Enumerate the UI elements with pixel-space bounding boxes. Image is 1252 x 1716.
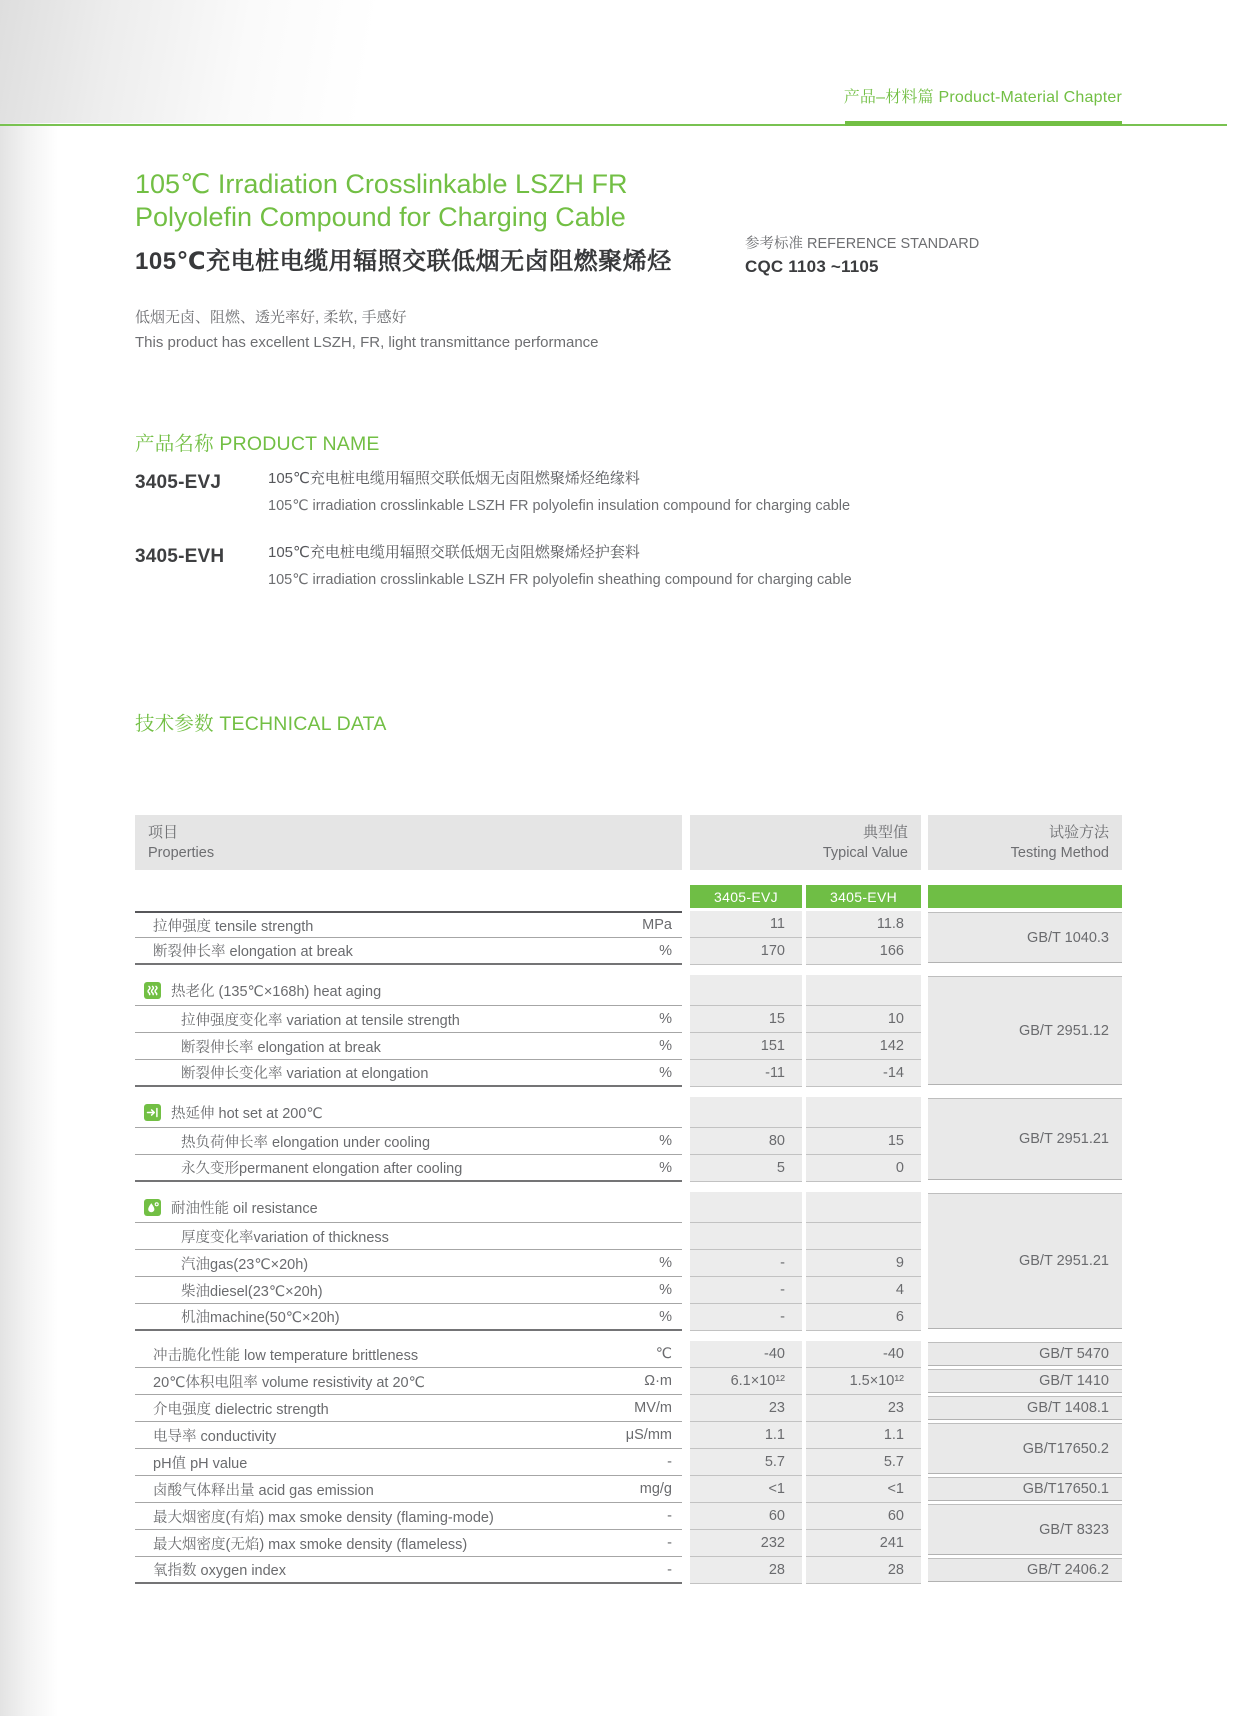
section-header-heat-aging [135,975,682,1006]
property-row-label [135,1368,682,1395]
sub-header-thickness-variation [135,1223,682,1250]
testing-method-cell: GB/T 1040.3 [928,912,1122,963]
property-unit: - [667,1454,672,1470]
value-cell-evh: 10 [806,1006,921,1033]
header-properties [135,815,682,870]
value-cell-evh [806,975,921,1006]
value-cell-evj: 170 [690,938,802,965]
product-list [135,470,1095,618]
product-title-en-line2: Polyolefin Compound for Charging Cable [135,202,626,232]
table-group-oxygen-index [135,1557,1122,1584]
property-row-label [135,1449,682,1476]
property-row-label [135,1557,682,1584]
header-typical-value-en: Typical Value [822,845,908,861]
property-row-label [135,1128,682,1155]
value-cell-evh: 241 [806,1530,921,1557]
property-unit: % [659,1133,672,1149]
property-label: 断裂伸长变化率 variation at elongation [181,1066,429,1082]
property-unit: μS/mm [625,1427,672,1443]
section-title-technical-data: 技术参数 TECHNICAL DATA [135,713,387,735]
product-code: 3405-EVH [135,546,225,567]
feature-summary-zh: 低烟无卤、阻燃、透光率好, 柔软, 手感好 [135,309,407,326]
property-label: 最大烟密度(无焰) max smoke density (flameless) [153,1536,468,1553]
value-cell-evh: -40 [806,1341,921,1368]
left-page-shading [0,123,58,1716]
property-label: 热负荷伸长率 elongation under cooling [181,1134,431,1151]
value-cell-evh: <1 [806,1476,921,1503]
property-row-label [135,1304,682,1331]
property-row-label [135,1341,682,1368]
feature-summary-en: This product has excellent LSZH, FR, light transmittance performance [135,334,599,351]
property-row-label [135,1250,682,1277]
value-cell-evh: 142 [806,1033,921,1060]
value-cell-evh: 23 [806,1395,921,1422]
value-cell-evh [806,1223,921,1250]
property-unit: % [659,1255,672,1271]
value-cell-evj: 28 [690,1557,802,1584]
property-unit: % [659,1282,672,1298]
reference-standard-value: CQC 1103 ~1105 [745,257,879,276]
property-label: pH值 pH value [153,1455,248,1472]
property-label: 20℃体积电阻率 volume resistivity at 20℃ [153,1374,425,1391]
table-group-smoke-density [135,1503,1122,1557]
property-unit: MPa [642,917,672,933]
testing-method-cell: GB/T 2951.12 [928,976,1122,1085]
property-label: 汽油gas(23℃×20h) [181,1256,309,1273]
sub-header-label: 厚度变化率variation of thickness [181,1229,389,1246]
property-row-label [135,1277,682,1304]
value-cell-evj: 151 [690,1033,802,1060]
technical-data-table [135,815,1122,1584]
testing-method-cell: GB/T 2951.21 [928,1098,1122,1180]
header-typical-value [690,815,921,870]
header-testing-method-zh: 试验方法 [1048,824,1109,841]
table-group-mechanical [135,911,1122,965]
property-unit: ℃ [655,1346,672,1362]
table-group-brittleness [135,1341,1122,1368]
testing-method-cell: GB/T17650.1 [928,1477,1122,1501]
column-header-evj: 3405-EVJ [690,885,802,908]
table-body [135,911,1122,1584]
property-label: 柴油diesel(23℃×20h) [181,1283,323,1300]
testing-method-cell: GB/T17650.2 [928,1423,1122,1474]
property-label: 断裂伸长率 elongation at break [181,1039,381,1056]
product-description-en: 105℃ irradiation crosslinkable LSZH FR polyolefin insulation compound for charging cable [268,498,851,514]
property-unit: % [659,1308,672,1325]
property-row-label [135,911,682,938]
table-group-conductivity-ph [135,1422,1122,1476]
value-cell-evj: 23 [690,1395,802,1422]
model-band [135,885,1122,908]
property-unit: MV/m [634,1400,672,1416]
header-properties-en: Properties [148,845,215,861]
value-cell-evh: 28 [806,1557,921,1584]
property-label: 介电强度 dielectric strength [153,1401,329,1418]
model-band-bar [928,885,1122,908]
testing-method-cell: GB/T 1408.1 [928,1396,1122,1420]
property-unit: % [659,942,672,959]
value-cell-evh [806,1192,921,1223]
property-unit: % [659,1038,672,1054]
value-cell-evh: 6 [806,1304,921,1331]
property-row-label [135,1033,682,1060]
value-cell-evh: 11.8 [806,911,921,938]
value-cell-evj: 11 [690,911,802,938]
feature-summary [135,305,599,355]
section-header-oil-resistance [135,1192,682,1223]
value-cell-evh: 1.5×10¹² [806,1368,921,1395]
arrow-to-bar-icon [144,1104,161,1121]
product-description-zh: 105℃充电桩电缆用辐照交联低烟无卤阻燃聚烯烃护套料 [268,544,640,561]
value-cell-evj [690,975,802,1006]
property-label: 拉伸强度变化率 variation at tensile strength [181,1012,460,1029]
header-typical-value-zh: 典型值 [862,824,908,841]
value-cell-evj: 6.1×10¹² [690,1368,802,1395]
value-cell-evh: 1.1 [806,1422,921,1449]
property-row-label [135,1503,682,1530]
property-label: 机油machine(50℃×20h) [181,1310,340,1326]
value-cell-evj: <1 [690,1476,802,1503]
value-cell-evj: - [690,1250,802,1277]
property-label: 最大烟密度(有焰) max smoke density (flaming-mode) [153,1509,494,1526]
testing-method-cell: GB/T 2406.2 [928,1558,1122,1582]
table-group-resistivity [135,1368,1122,1395]
property-row-label [135,1422,682,1449]
table-group-hot-set [135,1097,1122,1182]
reference-standard-label: 参考标准 REFERENCE STANDARD [745,236,980,252]
value-cell-evh: 9 [806,1250,921,1277]
table-group-dielectric [135,1395,1122,1422]
table-group-oil-resistance [135,1192,1122,1331]
property-label: 氧指数 oxygen index [153,1563,286,1579]
value-cell-evj: 15 [690,1006,802,1033]
value-cell-evj: 5 [690,1155,802,1182]
property-row-label [135,1395,682,1422]
value-cell-evj: - [690,1277,802,1304]
product-description [268,470,850,515]
product-description-en: 105℃ irradiation crosslinkable LSZH FR polyolefin sheathing compound for charging cable [268,572,852,588]
value-cell-evh: 166 [806,938,921,965]
oil-drop-icon [144,1199,161,1216]
value-cell-evj: 60 [690,1503,802,1530]
value-cell-evh: -14 [806,1060,921,1087]
value-cell-evh: 15 [806,1128,921,1155]
testing-method-cell: GB/T 2951.21 [928,1193,1122,1329]
property-row-label [135,1155,682,1182]
value-cell-evj: -11 [690,1060,802,1087]
product-item [135,544,1095,589]
value-cell-evh: 0 [806,1155,921,1182]
product-title-zh: 105℃充电桩电缆用辐照交联低烟无卤阻燃聚烯烃 [135,248,672,275]
value-cell-evj [690,1097,802,1128]
section-label: 热延伸 hot set at 200℃ [171,1105,323,1122]
property-row-label [135,1006,682,1033]
testing-method-cell: GB/T 5470 [928,1342,1122,1366]
value-cell-evj: 1.1 [690,1422,802,1449]
heat-waves-icon [144,982,161,999]
product-title-en-line1: 105℃ Irradiation Crosslinkable LSZH FR [135,169,628,199]
header-testing-method-en: Testing Method [1010,845,1109,861]
property-label: 断裂伸长率 elongation at break [153,944,353,960]
header-testing-method [928,815,1122,870]
column-header-evh: 3405-EVH [806,885,921,908]
value-cell-evj [690,1223,802,1250]
property-row-label [135,1476,682,1503]
value-cell-evh: 5.7 [806,1449,921,1476]
value-cell-evj: 80 [690,1128,802,1155]
value-cell-evj [690,1192,802,1223]
property-unit: mg/g [639,1481,672,1497]
property-unit: % [659,1064,672,1081]
testing-method-cell: GB/T 1410 [928,1369,1122,1393]
value-cell-evh: 60 [806,1503,921,1530]
section-label: 热老化 (135℃×168h) heat aging [171,983,382,1000]
property-row-label [135,1060,682,1087]
section-label: 耐油性能 oil resistance [171,1200,318,1217]
chapter-header: 产品–材料篇 Product-Material Chapter [843,89,1122,106]
property-unit: - [667,1535,672,1551]
value-cell-evj: - [690,1304,802,1331]
property-unit: % [659,1011,672,1027]
section-header-hot-set [135,1097,682,1128]
product-description-zh: 105℃充电桩电缆用辐照交联低烟无卤阻燃聚烯烃绝缘料 [268,470,640,487]
property-label: 冲击脆化性能 low temperature brittleness [153,1347,419,1364]
property-unit: Ω·m [644,1373,672,1389]
property-label: 卤酸气体释出量 acid gas emission [153,1482,374,1499]
value-cell-evj: 232 [690,1530,802,1557]
value-cell-evh: 4 [806,1277,921,1304]
header-properties-zh: 项目 [148,824,179,841]
property-unit: % [659,1159,672,1176]
table-header-row [135,815,1122,870]
reference-standard [745,232,979,277]
value-cell-evj: -40 [690,1341,802,1368]
chapter-rule-thick [845,121,1122,126]
property-unit: - [667,1561,672,1578]
property-row-label [135,1530,682,1557]
product-description [268,544,852,589]
property-unit: - [667,1508,672,1524]
value-cell-evj: 5.7 [690,1449,802,1476]
property-row-label [135,938,682,965]
value-cell-evh [806,1097,921,1128]
testing-method-cell: GB/T 8323 [928,1504,1122,1555]
table-group-heat-aging [135,975,1122,1087]
section-title-product-name: 产品名称 PRODUCT NAME [135,433,380,455]
property-label: 拉伸强度 tensile strength [153,918,314,935]
product-item [135,470,1095,515]
product-code: 3405-EVJ [135,472,222,493]
table-group-acid-gas [135,1476,1122,1503]
property-label: 永久变形permanent elongation after cooling [181,1161,463,1177]
product-title-en [135,168,628,234]
property-label: 电导率 conductivity [153,1428,277,1445]
